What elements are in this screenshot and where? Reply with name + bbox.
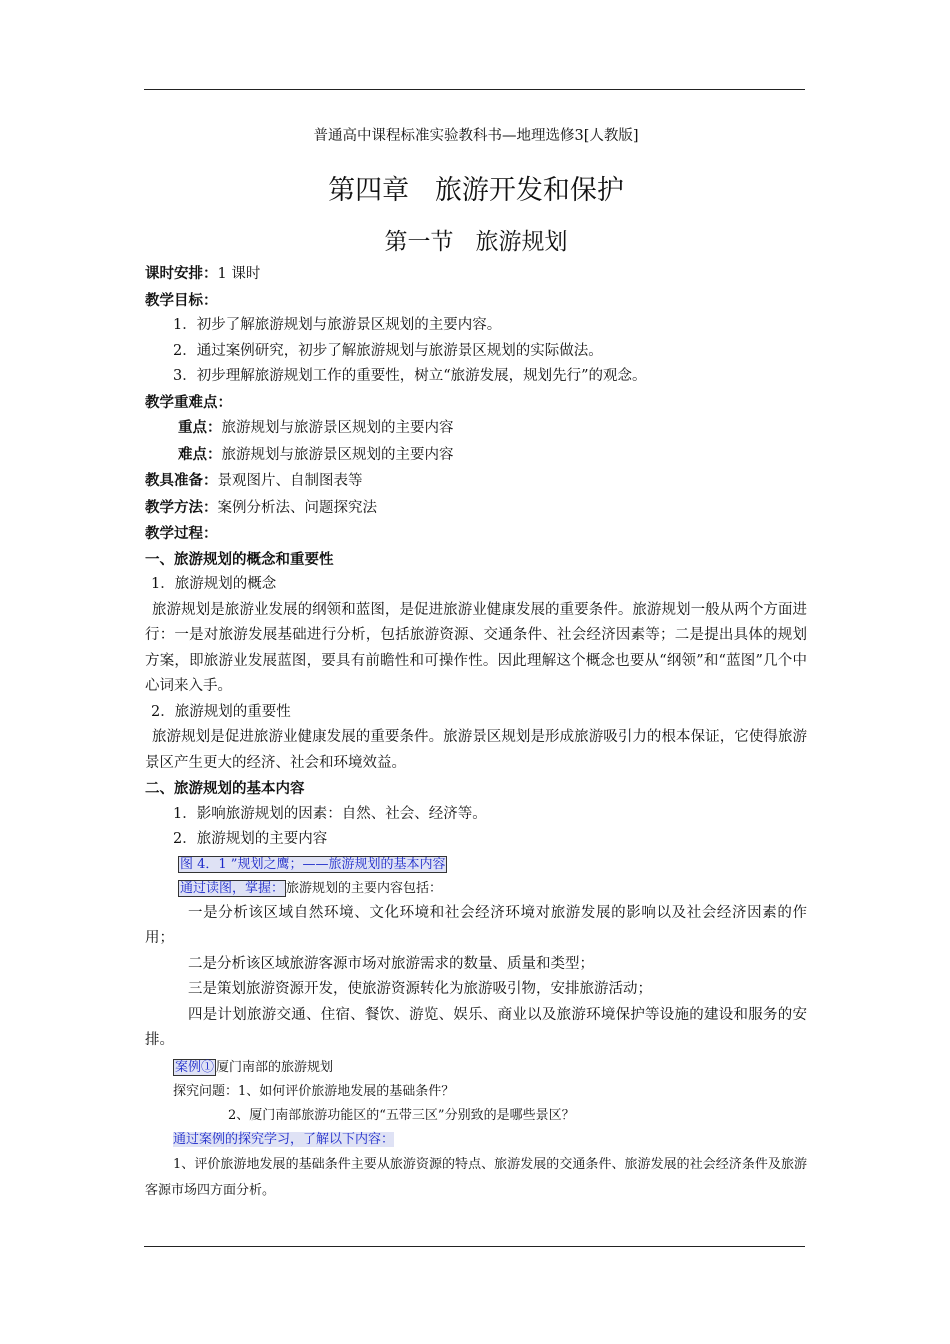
hard-point-label: 难点： — [178, 445, 222, 463]
process-label: 教学过程： — [145, 525, 218, 542]
case-title: 厦门南部的旅游规划 — [216, 1059, 334, 1075]
content-point: 二是分析该区域旅游客源市场对旅游需求的数量、质量和类型； — [188, 955, 594, 972]
part2-item1: 1．影响旅游规划的因素：自然、社会、经济等。 — [173, 805, 487, 822]
tools-value: 景观图片、自制图表等 — [217, 473, 363, 489]
study-tag: 通过案例的探究学习，了解以下内容： — [173, 1131, 395, 1147]
tools-line — [145, 468, 807, 495]
document-body — [145, 124, 807, 1204]
case-line — [145, 1056, 807, 1080]
question-2: 2、厦门南部旅游功能区的“五带三区”分别致的是哪些景区？ — [228, 1107, 575, 1123]
hard-point-line — [145, 442, 807, 469]
chapter-title-text: 第四章 旅游开发和保护 — [328, 175, 624, 206]
question-1: 探究问题：1、如何评价旅游地发展的基础条件？ — [173, 1083, 455, 1099]
methods-value: 案例分析法、问题探究法 — [217, 499, 377, 516]
answer-1: 1、评价旅游地发展的基础条件主要从旅游资源的特点、旅游发展的交通条件、旅游发展的社会经济条件及旅游客源市场四方面分析。 — [145, 1156, 807, 1198]
key-point-line — [145, 415, 807, 442]
schedule-line — [145, 261, 807, 288]
study-line — [145, 1128, 807, 1152]
methods-line — [145, 495, 807, 522]
part2-item2: 2．旅游规划的主要内容 — [173, 831, 328, 847]
key-point-label: 重点： — [178, 419, 222, 436]
methods-label: 教学方法： — [145, 498, 218, 516]
content-point: 三是策划旅游资源开发，使旅游资源转化为旅游吸引物，安排旅游活动； — [188, 981, 652, 997]
part1-para1: 旅游规划是旅游业发展的纲领和蓝图，是促进旅游业健康发展的重要条件。旅游规划一般从两个方面进行：一是对旅游发展基础进行分析，包括旅游资源、交通条件、社会经济因素等；二是提出具体的规划方案，即旅游业发展蓝图，要具有前瞻性和可操作性。因此理解这个概念也要从“纲领”和“蓝图”几个中心词来入手。 — [145, 601, 807, 694]
hard-point-value: 旅游规划与旅游景区规划的主要内容 — [221, 446, 454, 463]
difficulty-label: 教学重难点： — [145, 393, 232, 411]
schedule-value: 1 课时 — [217, 266, 261, 282]
read-figure-text: 旅游规划的主要内容包括： — [286, 880, 443, 896]
goal-item: 1．初步了解旅游规划与旅游景区规划的主要内容。 — [173, 317, 502, 333]
goals-label: 教学目标： — [145, 291, 218, 309]
read-figure-line — [145, 877, 807, 901]
content-point: 四是计划旅游交通、住宿、餐饮、游览、娱乐、商业以及旅游环境保护等设施的建设和服务的安排。 — [145, 1006, 807, 1048]
footer-rule — [144, 1246, 805, 1247]
part1-sub1: 1．旅游规划的概念 — [151, 576, 277, 592]
series-title: 普通高中课程标准实验教科书—地理选修3[人教版] — [313, 128, 639, 144]
read-figure-tag: 通过读图，掌握： — [180, 880, 285, 896]
case-tag: 案例① — [175, 1059, 215, 1075]
section-title-text: 第一节 旅游规划 — [384, 229, 568, 255]
figure-ref: 图 4．1 ”规划之鹰；——旅游规划的基本内容 — [180, 856, 446, 872]
chapter-title — [145, 171, 807, 211]
goal-item: 2．通过案例研究，初步了解旅游规划与旅游景区规划的实际做法。 — [173, 342, 603, 359]
content-point: 一是分析该区域自然环境、文化环境和社会经济环境对旅游发展的影响以及社会经济因素的作用； — [145, 904, 807, 946]
header-rule — [144, 89, 805, 90]
key-point-value: 旅游规划与旅游景区规划的主要内容 — [221, 420, 454, 436]
schedule-label: 课时安排： — [145, 265, 218, 282]
part1-para2: 旅游规划是促进旅游业健康发展的重要条件。旅游景区规划是形成旅游吸引力的根本保证，它使得旅游景区产生更大的经济、社会和环境效益。 — [145, 729, 807, 771]
part2-heading: 二、旅游规划的基本内容 — [145, 780, 305, 797]
part1-sub2: 2．旅游规划的重要性 — [151, 703, 291, 720]
part1-heading: 一、旅游规划的概念和重要性 — [145, 550, 334, 568]
goal-item: 3．初步理解旅游规划工作的重要性，树立“旅游发展，规划先行”的观念。 — [173, 368, 647, 384]
tools-label: 教具准备： — [145, 472, 218, 489]
section-title — [145, 225, 807, 259]
figure-ref-line — [145, 853, 807, 877]
